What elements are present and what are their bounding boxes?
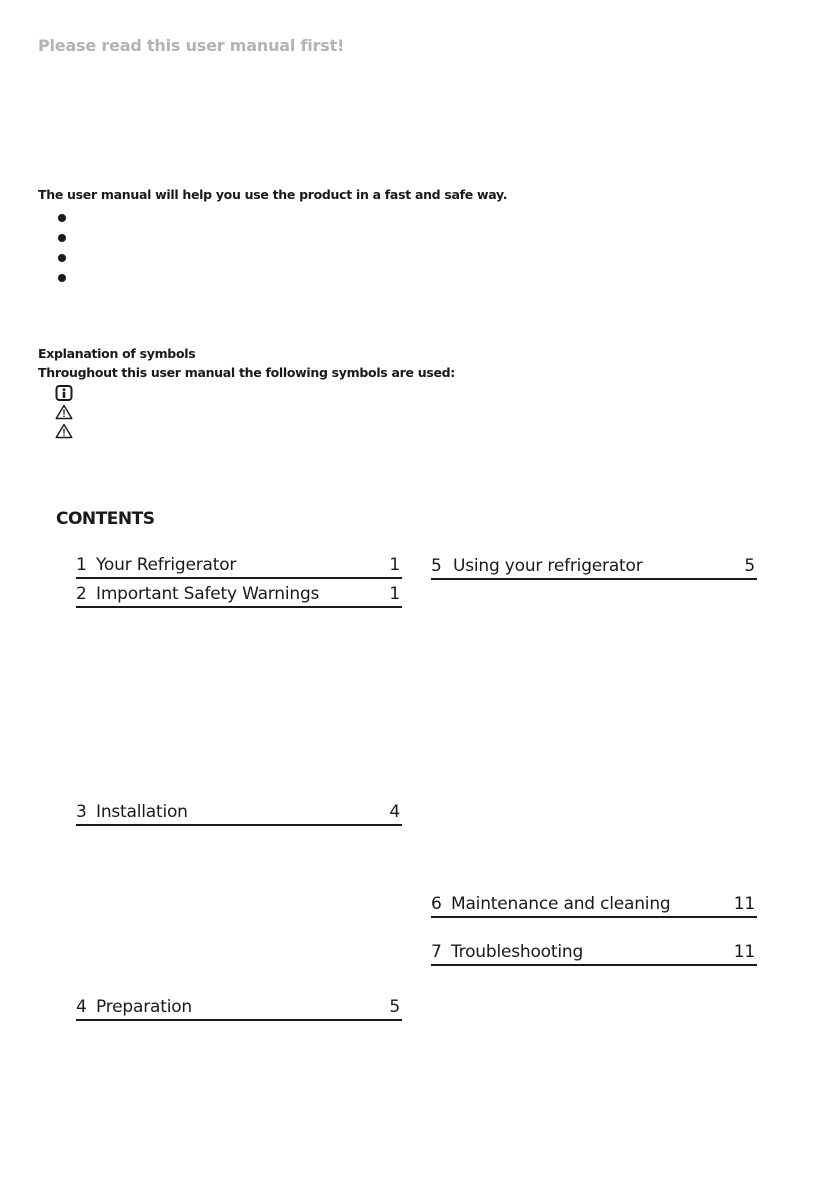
toc-page: 1 [389,584,400,604]
toc-page: 5 [744,556,755,576]
bullet-icon [58,254,66,262]
toc-page: 5 [389,997,400,1017]
toc-entry-using-refrigerator[interactable] [431,554,757,580]
toc-label: Your Refrigerator [96,555,237,575]
toc-number: 7 [431,942,442,962]
bullet-icon [58,274,66,282]
toc-number: 4 [76,997,87,1017]
contents-title: CONTENTS [56,509,155,529]
toc-label: Using your refrigerator [453,556,643,576]
toc-number: 1 [76,555,87,575]
toc-entry-your-refrigerator[interactable] [76,553,402,579]
symbols-subheading: Throughout this user manual the following symbols are used: [38,365,455,380]
warning-triangle-icon [55,423,73,439]
symbol-list [55,385,75,442]
toc-entry-maintenance-cleaning[interactable] [431,892,757,918]
toc-page: 11 [733,894,755,914]
symbol-item [55,423,75,442]
warning-triangle-icon [55,404,73,420]
toc-page: 1 [389,555,400,575]
symbol-item [55,385,75,404]
toc-page: 4 [389,802,400,822]
toc-label: Maintenance and cleaning [451,894,671,914]
toc-label: Installation [96,802,188,822]
toc-number: 5 [431,556,442,576]
bullet-icon [58,234,66,242]
toc-entry-preparation[interactable] [76,995,402,1021]
page-title: Please read this user manual first! [38,36,345,55]
info-icon [55,385,73,401]
toc-number: 3 [76,802,87,822]
intro-text: The user manual will help you use the product in a fast and safe way. [38,187,508,202]
symbol-item [55,404,75,423]
toc-page: 11 [733,942,755,962]
toc-number: 6 [431,894,442,914]
toc-label: Troubleshooting [451,942,584,962]
toc-label: Important Safety Warnings [96,584,320,604]
toc-label: Preparation [96,997,193,1017]
bullet-icon [58,214,66,222]
symbols-heading: Explanation of symbols [38,346,196,361]
toc-entry-safety-warnings[interactable] [76,582,402,608]
toc-entry-troubleshooting[interactable] [431,940,757,966]
toc-number: 2 [76,584,87,604]
toc-entry-installation[interactable] [76,800,402,826]
